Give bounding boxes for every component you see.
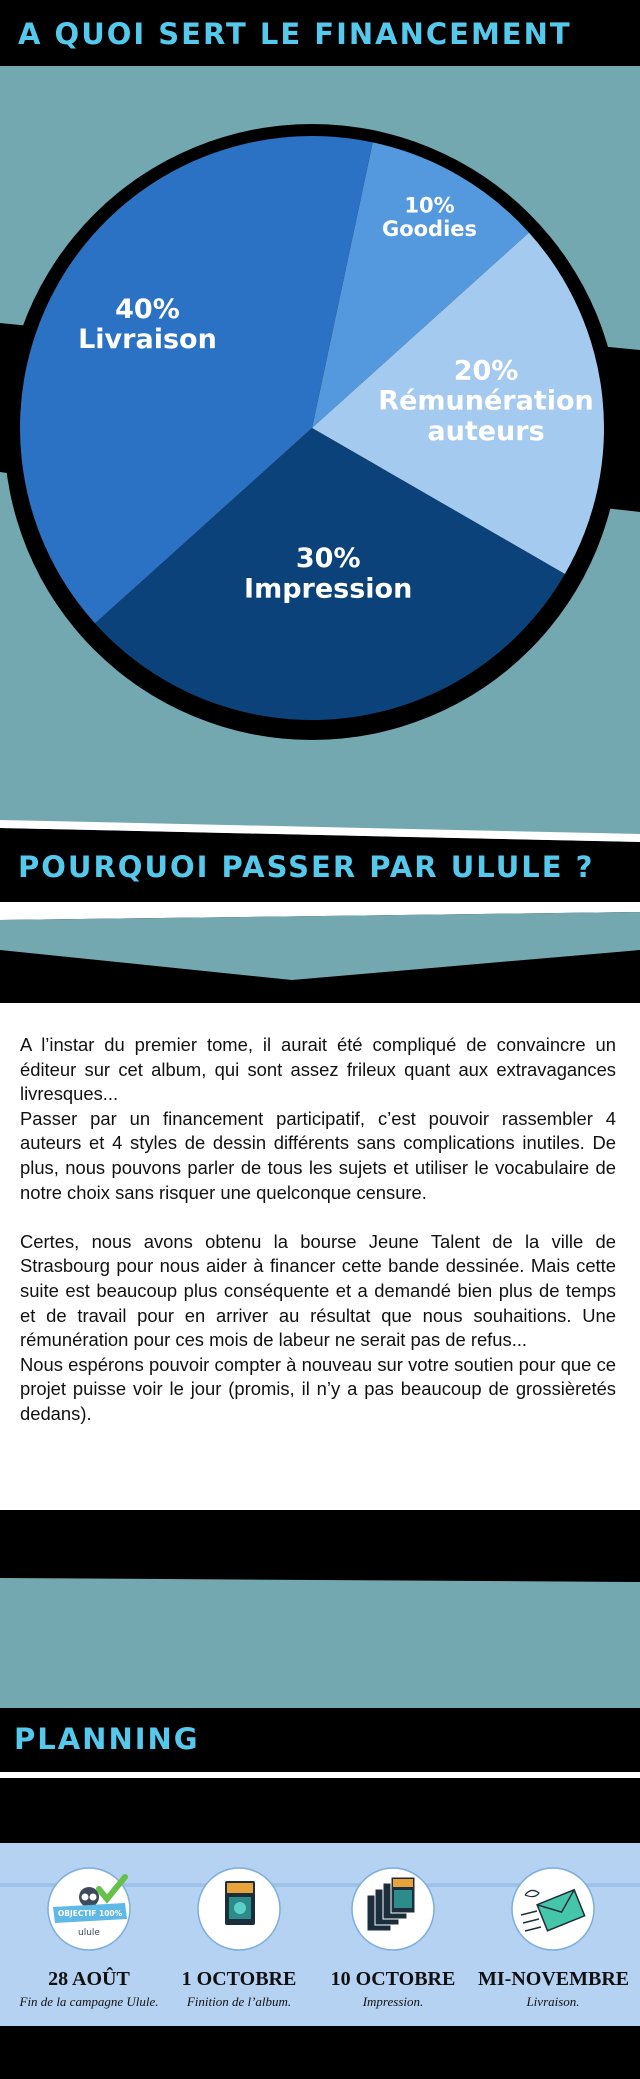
section-title-ulule: POURQUOI PASSER PAR ULULE ? [18, 850, 595, 884]
envelope-icon [511, 1867, 595, 1951]
ulule-objective-badge-icon [47, 1867, 131, 1951]
planning-desc: Livraison. [526, 1994, 580, 2009]
ulule-explanation-text [20, 1033, 616, 1427]
pie-label-1: 10% Goodies [381, 193, 478, 242]
financing-pie-chart [0, 0, 640, 760]
planning-date: 10 OCTOBRE [330, 1968, 456, 1990]
planning-timeline [0, 1843, 640, 2026]
planning-desc: Finition de l’album. [186, 1994, 292, 2009]
pie-label-2: 20% Rémunération auteurs [378, 355, 594, 447]
planning-date: 28 AOÛT [48, 1968, 130, 1990]
planning-desc: Impression. [362, 1994, 424, 2009]
badge-brand: ulule [78, 1928, 100, 1938]
section-title-financement: A QUOI SERT LE FINANCEMENT [18, 17, 572, 51]
planning-desc: Fin de la campagne Ulule. [19, 1994, 159, 2009]
pie-label-3: 30% Impression [244, 543, 413, 605]
paragraph-2: Passer par un financement participatif, c’est pouvoir rassembler 4 auteurs et 4 styles de dessin différents sans complications inutiles. De plus, nous pouvons parler de tous les sujets et utiliser le vocabulaire de notre choix sans risquer une quelconque censure. [20, 1107, 616, 1203]
badge-text: OBJECTIF 100% [57, 1909, 123, 1918]
comic-book-icon [197, 1867, 281, 1951]
paragraph-1: A l’instar du premier tome, il aurait été compliqué de convaincre un éditeur sur cet album, qui sont assez frileux quant aux extravagances livresques... [20, 1034, 616, 1105]
section-title-planning: PLANNING [14, 1722, 200, 1756]
planning-date: 1 OCTOBRE [181, 1968, 297, 1990]
book-stack-icon [351, 1867, 435, 1951]
paragraph-3: Certes, nous avons obtenu la bourse Jeune Talent de la ville de Strasbourg pour nous aider à financer cette bande dessinée. Mais cette suite est beaucoup plus conséquente et a demandé bien plus de temps et de travail pour en arriver au résultat que nous souhaitions. Une rémunération pour ces mois de labeur ne serait pas de refus... [20, 1230, 616, 1351]
paragraph-4: Nous espérons pouvoir compter à nouveau sur votre soutien pour que ce projet puisse voir le jour (promis, il n’y a pas beaucoup de grossièretés dedans). [20, 1353, 616, 1424]
planning-date: MI-NOVEMBRE [478, 1968, 630, 1990]
pie-label-4: 40% Livraison [78, 293, 217, 356]
